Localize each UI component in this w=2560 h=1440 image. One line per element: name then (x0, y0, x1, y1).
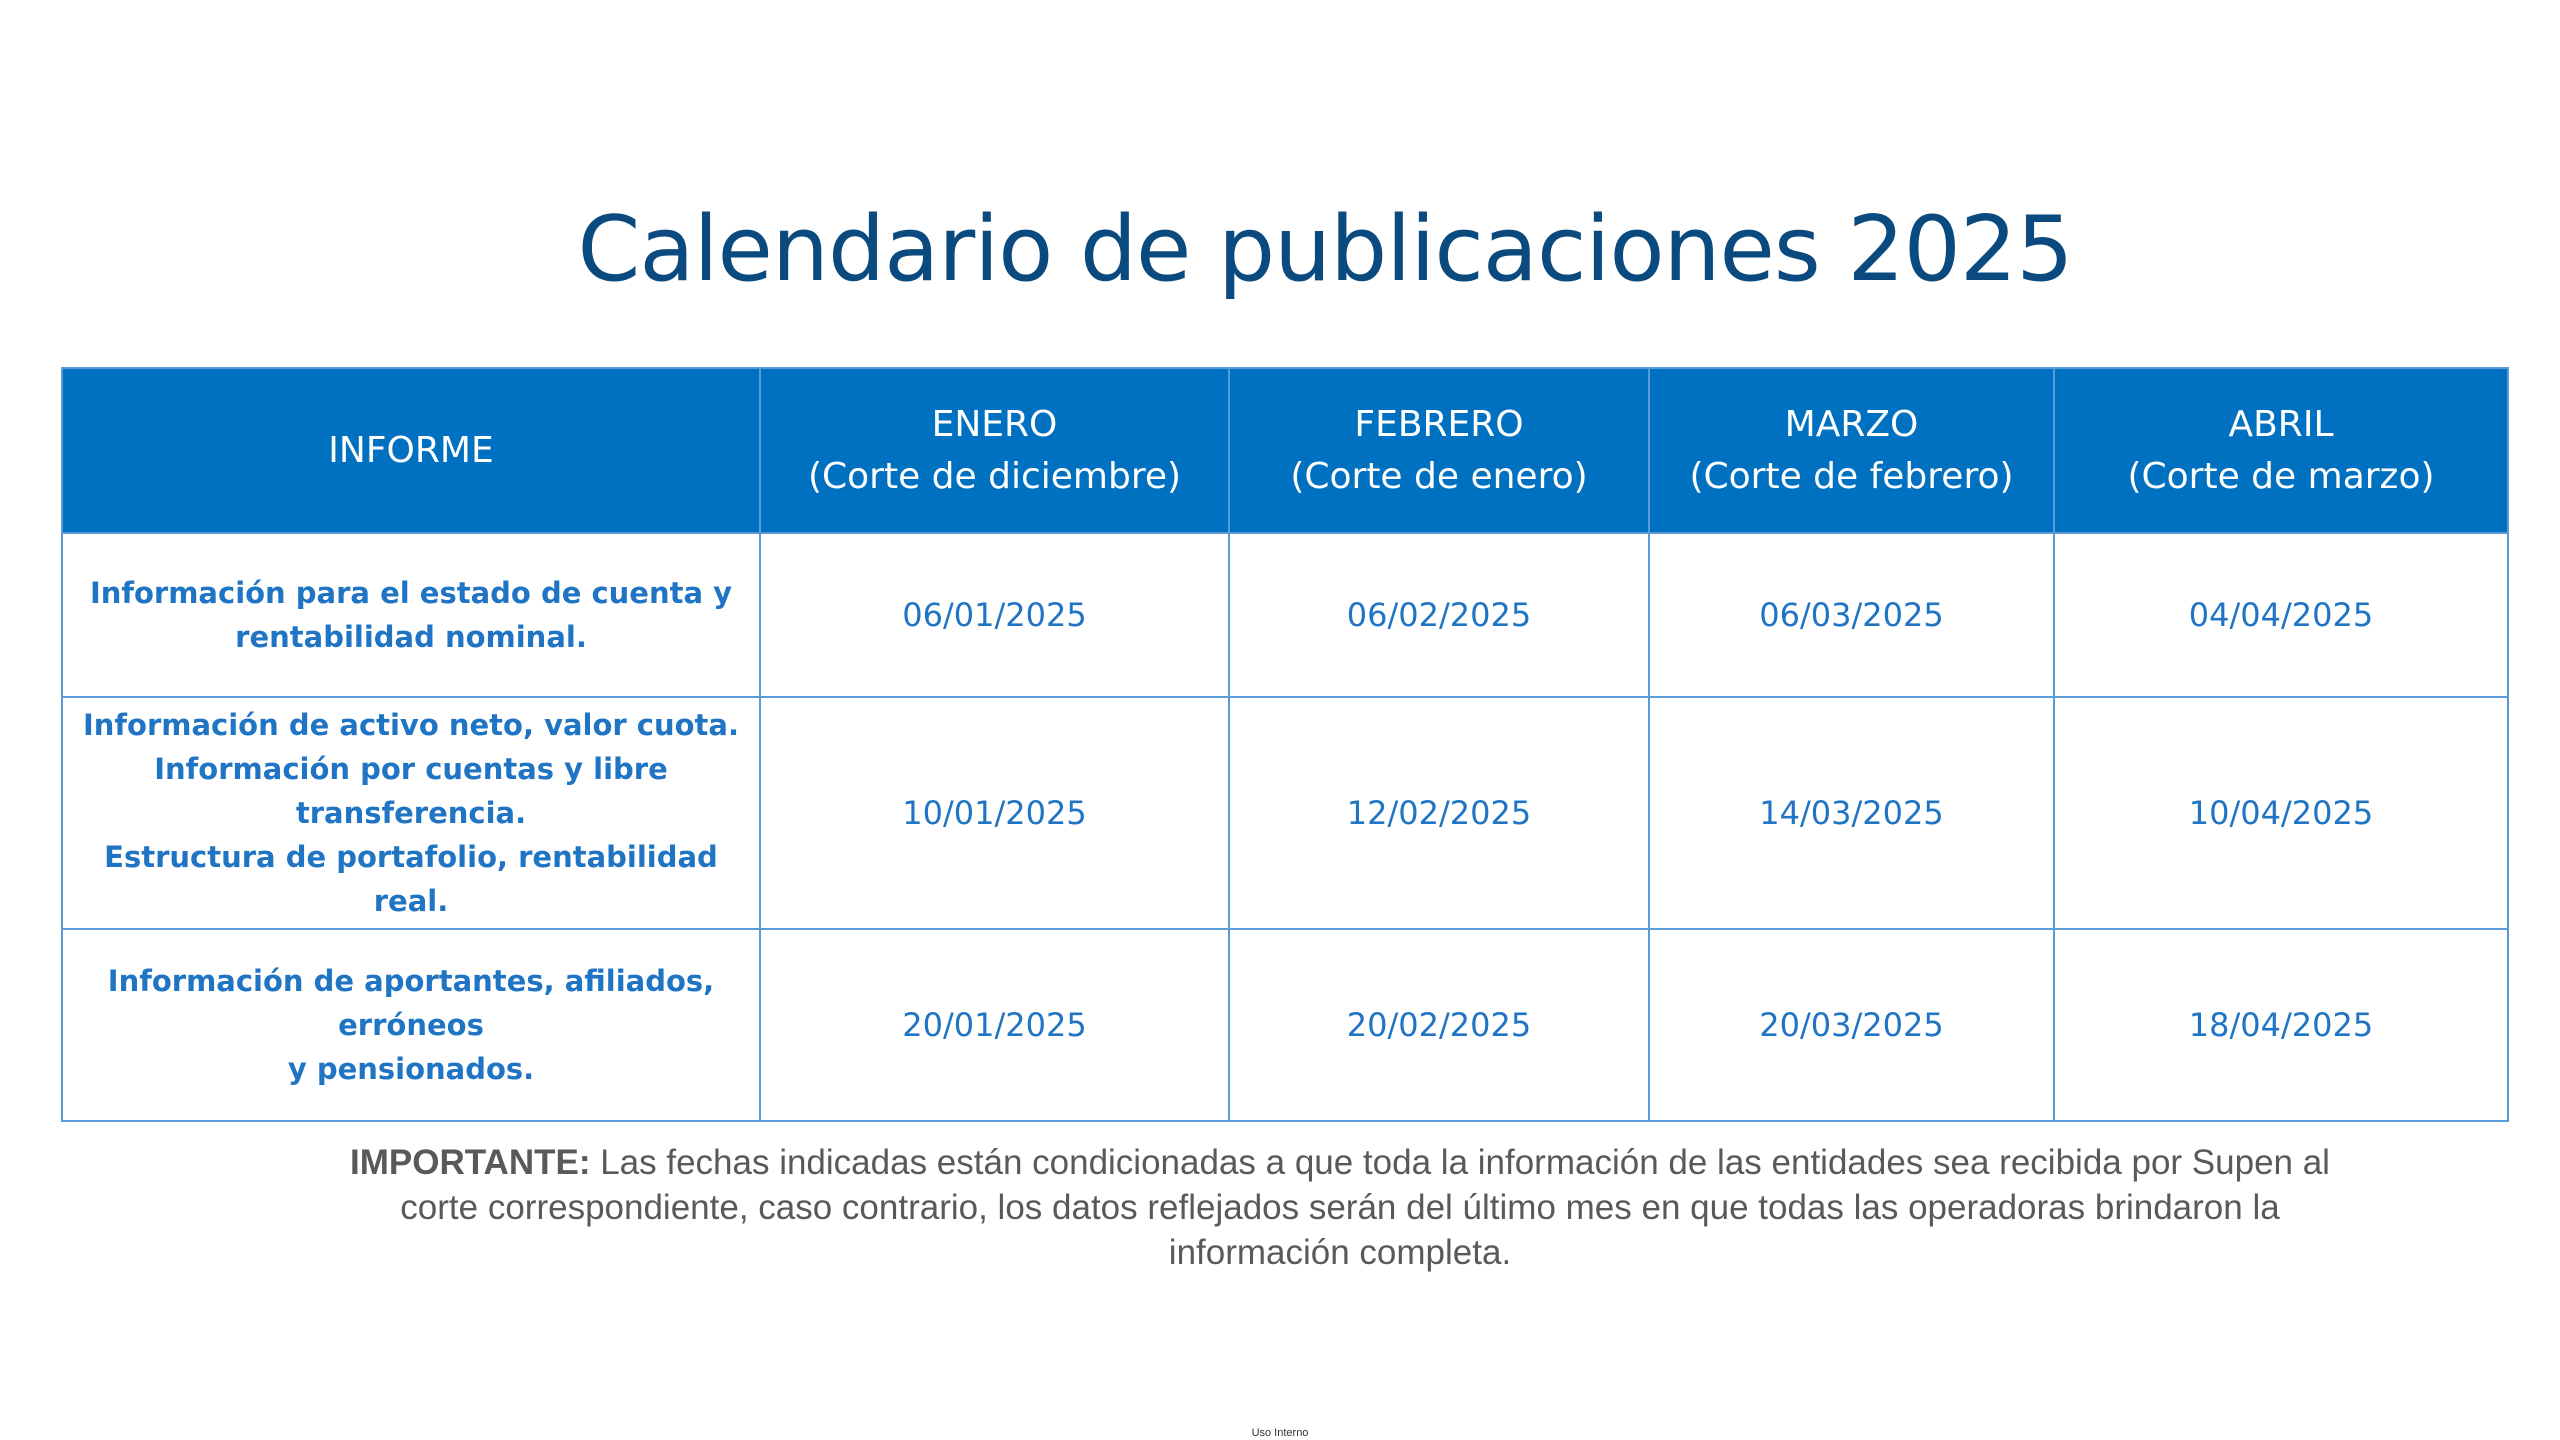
header-label: ENERO (931, 403, 1058, 445)
header-sublabel: (Corte de marzo) (2127, 455, 2435, 497)
date-cell: 10/04/2025 (2054, 697, 2508, 929)
date-cell: 18/04/2025 (2054, 929, 2508, 1121)
header-informe (62, 368, 760, 533)
informe-line: Información de aportantes, afiliados, erróneos (107, 964, 715, 1042)
date-cell: 14/03/2025 (1649, 697, 2054, 929)
date-cell: 20/02/2025 (1229, 929, 1649, 1121)
important-note (330, 1140, 2350, 1275)
informe-cell (62, 533, 760, 697)
important-text: Las fechas indicadas están condicionadas a que toda la información de las entidades sea recibida por Supen al corte correspondiente, caso contrario, los datos reflejados serán del último mes en que todas las operadoras brindaron la información completa. (400, 1143, 2330, 1272)
informe-line: Información de activo neto, valor cuota. (82, 708, 740, 742)
informe-line: rentabilidad nominal. (235, 620, 587, 654)
date-cell: 20/03/2025 (1649, 929, 2054, 1121)
header-sublabel: (Corte de diciembre) (807, 455, 1182, 497)
page-title: Calendario de publicaciones 2025 (577, 197, 2073, 302)
table-row (62, 697, 2508, 929)
table-header-row (62, 368, 2508, 533)
informe-cell (62, 929, 760, 1121)
important-label: IMPORTANTE: (350, 1143, 591, 1182)
date-cell: 04/04/2025 (2054, 533, 2508, 697)
informe-line: Información para el estado de cuenta y (89, 576, 733, 610)
header-enero (760, 368, 1229, 533)
header-sublabel: (Corte de febrero) (1689, 455, 2014, 497)
header-label: INFORME (328, 429, 494, 471)
informe-cell (62, 697, 760, 929)
header-label: ABRIL (2228, 403, 2334, 445)
header-abril (2054, 368, 2508, 533)
table-row (62, 929, 2508, 1121)
table-row (62, 533, 2508, 697)
footer-classification: Uso Interno (1251, 1427, 1309, 1439)
header-sublabel: (Corte de enero) (1290, 455, 1588, 497)
informe-line: Información por cuentas y libre transferencia. (154, 752, 668, 830)
date-cell: 10/01/2025 (760, 697, 1229, 929)
informe-line: Estructura de portafolio, rentabilidad real. (104, 840, 718, 918)
header-marzo (1649, 368, 2054, 533)
date-cell: 06/01/2025 (760, 533, 1229, 697)
date-cell: 12/02/2025 (1229, 697, 1649, 929)
publication-calendar-table (61, 367, 2509, 1122)
header-febrero (1229, 368, 1649, 533)
date-cell: 06/02/2025 (1229, 533, 1649, 697)
date-cell: 06/03/2025 (1649, 533, 2054, 697)
date-cell: 20/01/2025 (760, 929, 1229, 1121)
informe-line: y pensionados. (287, 1052, 535, 1086)
header-label: MARZO (1784, 403, 1919, 445)
header-label: FEBRERO (1354, 403, 1524, 445)
